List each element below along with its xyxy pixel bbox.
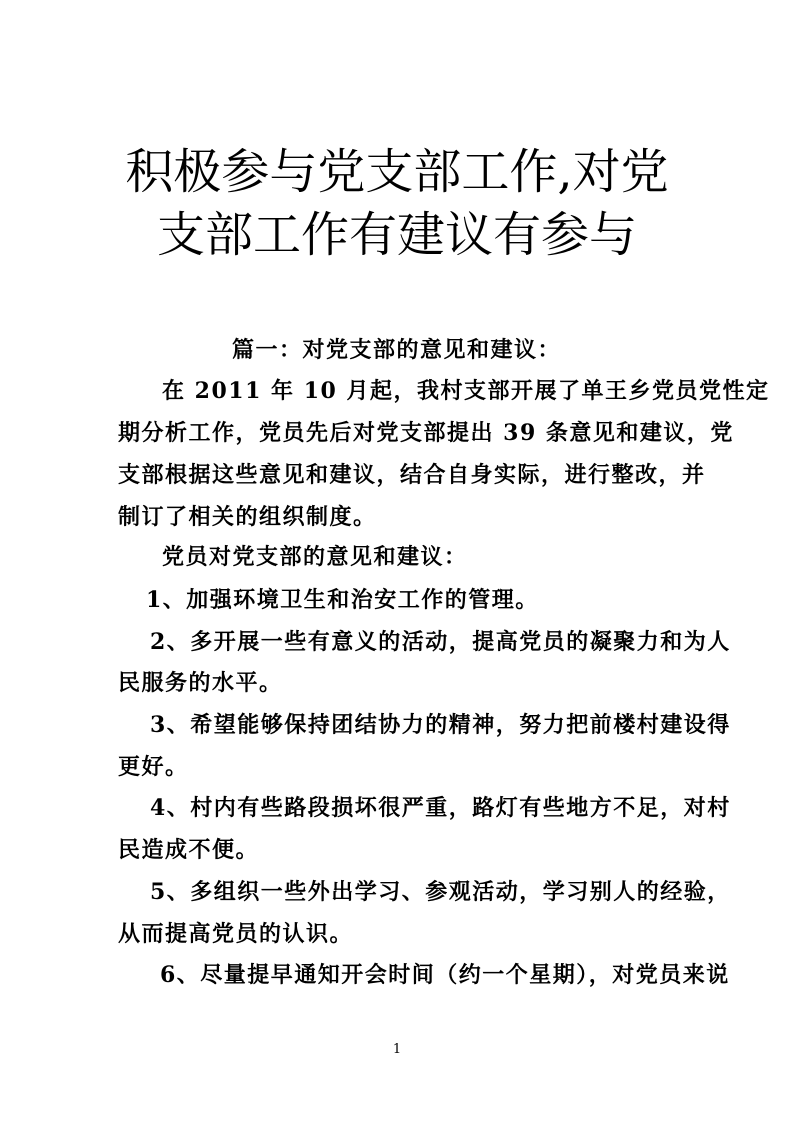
intro-line: 制订了相关的组织制度。 xyxy=(118,504,377,530)
list-item-2-cont: 民服务的水平。 xyxy=(118,670,283,696)
section-heading: 篇一：对党支部的意见和建议： xyxy=(232,337,562,363)
list-item-6: 6、尽量提早通知开会时间（约一个星期），对党员来说 xyxy=(160,962,730,988)
intro-line: 在 2011 年 10 月起，我村支部开展了单王乡党员党性定 xyxy=(162,378,770,404)
list-item-1: 1、加强环境卫生和治安工作的管理。 xyxy=(146,587,539,613)
list-item-4: 4、村内有些路段损坏很严重，路灯有些地方不足，对村 xyxy=(150,795,731,821)
document-title-line-2: 支部工作有建议有参与 xyxy=(156,207,637,263)
intro-line: 支部根据这些意见和建议，结合自身实际，进行整改，并 xyxy=(118,462,706,488)
list-item-3-cont: 更好。 xyxy=(118,754,189,780)
list-item-5-cont: 从而提高党员的认识。 xyxy=(118,921,354,947)
list-item-3: 3、希望能够保持团结协力的精神，努力把前楼村建设得 xyxy=(150,712,731,738)
page-number: 1 xyxy=(392,1042,402,1057)
intro-line: 期分析工作，党员先后对党支部提出 39 条意见和建议，党 xyxy=(118,420,734,446)
list-item-4-cont: 民造成不便。 xyxy=(118,837,260,863)
list-item-2: 2、多开展一些有意义的活动，提高党员的凝聚力和为人 xyxy=(150,629,731,655)
document-title-line-1: 积极参与党支部工作,对党 xyxy=(125,144,669,200)
list-heading: 党员对党支部的意见和建议： xyxy=(162,544,468,570)
list-item-5: 5、多组织一些外出学习、参观活动，学习别人的经验， xyxy=(150,879,731,905)
